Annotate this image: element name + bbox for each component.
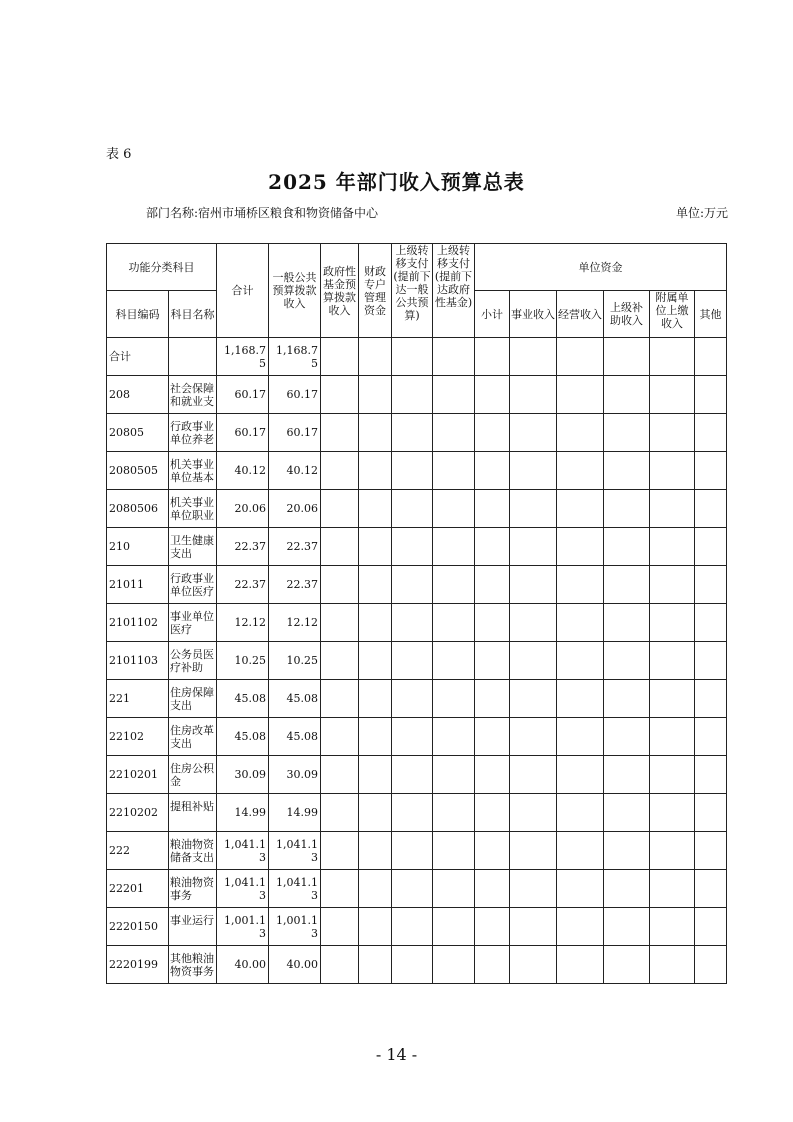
empty-cell	[557, 604, 604, 642]
empty-cell	[475, 528, 510, 566]
empty-cell	[433, 604, 475, 642]
empty-cell	[557, 908, 604, 946]
empty-cell	[433, 870, 475, 908]
header-transfer-fund: 上级转移支付(提前下达政府性基金)	[433, 244, 475, 338]
row-total: 22.37	[217, 566, 269, 604]
empty-cell	[359, 338, 392, 376]
row-code: 2101103	[107, 642, 169, 680]
empty-cell	[433, 566, 475, 604]
empty-cell	[359, 604, 392, 642]
row-code: 2210201	[107, 756, 169, 794]
empty-cell	[695, 528, 727, 566]
empty-cell	[650, 490, 695, 528]
empty-cell	[604, 946, 650, 984]
empty-cell	[475, 946, 510, 984]
table-row	[107, 680, 727, 718]
row-total: 1,001.13	[217, 908, 269, 946]
row-total: 1,041.13	[217, 870, 269, 908]
table-row	[107, 832, 727, 870]
empty-cell	[321, 870, 359, 908]
row-general: 45.08	[269, 680, 321, 718]
empty-cell	[475, 604, 510, 642]
row-total: 10.25	[217, 642, 269, 680]
empty-cell	[650, 376, 695, 414]
empty-cell	[392, 490, 433, 528]
empty-cell	[650, 604, 695, 642]
empty-cell	[695, 946, 727, 984]
header-general: 一般公共预算拨款收入	[269, 244, 321, 338]
table-row	[107, 566, 727, 604]
empty-cell	[392, 376, 433, 414]
row-name: 住房保障支出	[169, 680, 217, 718]
empty-cell	[695, 680, 727, 718]
header-name: 科目名称	[169, 291, 217, 338]
empty-cell	[650, 832, 695, 870]
empty-cell	[604, 642, 650, 680]
budget-table	[106, 243, 727, 984]
row-total: 60.17	[217, 414, 269, 452]
empty-cell	[604, 566, 650, 604]
empty-cell	[433, 718, 475, 756]
empty-cell	[650, 642, 695, 680]
empty-cell	[321, 566, 359, 604]
empty-cell	[510, 756, 557, 794]
row-code: 22201	[107, 870, 169, 908]
empty-cell	[321, 756, 359, 794]
table-row	[107, 338, 727, 376]
table-row	[107, 376, 727, 414]
empty-cell	[392, 566, 433, 604]
empty-cell	[557, 832, 604, 870]
empty-cell	[650, 528, 695, 566]
empty-cell	[359, 414, 392, 452]
empty-cell	[359, 490, 392, 528]
empty-cell	[604, 338, 650, 376]
empty-cell	[557, 680, 604, 718]
empty-cell	[650, 908, 695, 946]
row-name: 社会保障和就业支	[169, 376, 217, 414]
empty-cell	[510, 604, 557, 642]
empty-cell	[557, 794, 604, 832]
row-general: 1,041.13	[269, 870, 321, 908]
empty-cell	[433, 414, 475, 452]
table-row	[107, 946, 727, 984]
empty-cell	[510, 566, 557, 604]
header-func-group: 功能分类科目	[107, 244, 217, 291]
empty-cell	[604, 832, 650, 870]
row-total: 60.17	[217, 376, 269, 414]
row-total: 30.09	[217, 756, 269, 794]
empty-cell	[321, 604, 359, 642]
row-code: 2101102	[107, 604, 169, 642]
empty-cell	[604, 452, 650, 490]
row-code: 20805	[107, 414, 169, 452]
empty-cell	[321, 528, 359, 566]
empty-cell	[557, 414, 604, 452]
header-other: 其他	[695, 291, 727, 338]
row-code: 2080505	[107, 452, 169, 490]
row-total: 1,041.13	[217, 832, 269, 870]
empty-cell	[650, 338, 695, 376]
row-total: 40.00	[217, 946, 269, 984]
empty-cell	[433, 452, 475, 490]
row-general: 40.12	[269, 452, 321, 490]
row-name: 粮油物资储备支出	[169, 832, 217, 870]
empty-cell	[650, 414, 695, 452]
empty-cell	[695, 604, 727, 642]
empty-cell	[510, 680, 557, 718]
row-name: 住房改革支出	[169, 718, 217, 756]
row-general: 60.17	[269, 414, 321, 452]
empty-cell	[433, 642, 475, 680]
empty-cell	[359, 794, 392, 832]
empty-cell	[392, 794, 433, 832]
table-row	[107, 870, 727, 908]
table-label: 表 6	[106, 147, 132, 162]
empty-cell	[321, 908, 359, 946]
row-code: 21011	[107, 566, 169, 604]
header-transfer-general: 上级转移支付(提前下达一般公共预算)	[392, 244, 433, 338]
empty-cell	[359, 756, 392, 794]
empty-cell	[359, 870, 392, 908]
header-operating: 经营收入	[557, 291, 604, 338]
empty-cell	[321, 832, 359, 870]
row-general: 10.25	[269, 642, 321, 680]
empty-cell	[392, 642, 433, 680]
row-general: 40.00	[269, 946, 321, 984]
empty-cell	[321, 794, 359, 832]
row-name: 提租补贴	[169, 794, 217, 832]
row-general: 20.06	[269, 490, 321, 528]
empty-cell	[475, 338, 510, 376]
empty-cell	[475, 642, 510, 680]
row-name: 粮油物资事务	[169, 870, 217, 908]
table-row	[107, 452, 727, 490]
empty-cell	[392, 528, 433, 566]
empty-cell	[321, 946, 359, 984]
empty-cell	[557, 566, 604, 604]
row-total: 1,168.75	[217, 338, 269, 376]
empty-cell	[475, 566, 510, 604]
empty-cell	[475, 794, 510, 832]
row-name: 其他粮油物资事务	[169, 946, 217, 984]
empty-cell	[604, 680, 650, 718]
row-total: 20.06	[217, 490, 269, 528]
empty-cell	[321, 414, 359, 452]
empty-cell	[557, 642, 604, 680]
empty-cell	[321, 642, 359, 680]
empty-cell	[557, 870, 604, 908]
empty-cell	[510, 528, 557, 566]
empty-cell	[433, 490, 475, 528]
empty-cell	[392, 908, 433, 946]
empty-cell	[650, 566, 695, 604]
empty-cell	[321, 718, 359, 756]
empty-cell	[650, 946, 695, 984]
empty-cell	[359, 528, 392, 566]
table-row	[107, 794, 727, 832]
empty-cell	[695, 870, 727, 908]
empty-cell	[392, 680, 433, 718]
empty-cell	[557, 452, 604, 490]
row-code: 2220150	[107, 908, 169, 946]
empty-cell	[392, 604, 433, 642]
header-unit-funds: 单位资金	[475, 244, 727, 291]
empty-cell	[695, 452, 727, 490]
unit-label: 单位:万元	[676, 206, 729, 220]
page-number: - 14 -	[375, 1045, 418, 1064]
empty-cell	[359, 680, 392, 718]
empty-cell	[510, 338, 557, 376]
empty-cell	[433, 528, 475, 566]
empty-cell	[510, 908, 557, 946]
empty-cell	[392, 338, 433, 376]
row-name	[169, 338, 217, 376]
empty-cell	[359, 376, 392, 414]
empty-cell	[650, 452, 695, 490]
empty-cell	[475, 718, 510, 756]
empty-cell	[510, 452, 557, 490]
empty-cell	[321, 338, 359, 376]
empty-cell	[359, 908, 392, 946]
empty-cell	[475, 832, 510, 870]
row-code: 210	[107, 528, 169, 566]
table-row	[107, 718, 727, 756]
empty-cell	[392, 832, 433, 870]
empty-cell	[604, 756, 650, 794]
empty-cell	[359, 452, 392, 490]
empty-cell	[392, 414, 433, 452]
row-code: 2210202	[107, 794, 169, 832]
empty-cell	[359, 718, 392, 756]
empty-cell	[433, 946, 475, 984]
empty-cell	[695, 794, 727, 832]
row-general: 22.37	[269, 528, 321, 566]
table-row	[107, 604, 727, 642]
empty-cell	[475, 870, 510, 908]
empty-cell	[604, 718, 650, 756]
empty-cell	[695, 832, 727, 870]
row-total: 45.08	[217, 718, 269, 756]
empty-cell	[392, 452, 433, 490]
row-name: 机关事业单位基本	[169, 452, 217, 490]
table-row	[107, 756, 727, 794]
empty-cell	[557, 528, 604, 566]
empty-cell	[321, 680, 359, 718]
empty-cell	[510, 718, 557, 756]
empty-cell	[433, 680, 475, 718]
row-general: 1,041.13	[269, 832, 321, 870]
row-total: 40.12	[217, 452, 269, 490]
row-code: 合计	[107, 338, 169, 376]
empty-cell	[321, 490, 359, 528]
empty-cell	[695, 376, 727, 414]
page-title: 2025 年部门收入预算总表	[268, 170, 525, 194]
row-total: 14.99	[217, 794, 269, 832]
empty-cell	[433, 832, 475, 870]
empty-cell	[392, 756, 433, 794]
empty-cell	[321, 452, 359, 490]
empty-cell	[557, 718, 604, 756]
header-special: 财政专户管理资金	[359, 244, 392, 338]
empty-cell	[475, 376, 510, 414]
row-general: 14.99	[269, 794, 321, 832]
row-general: 1,168.75	[269, 338, 321, 376]
empty-cell	[433, 908, 475, 946]
header-affiliated: 附属单位上缴收入	[650, 291, 695, 338]
empty-cell	[695, 756, 727, 794]
row-code: 222	[107, 832, 169, 870]
row-code: 22102	[107, 718, 169, 756]
row-total: 12.12	[217, 604, 269, 642]
row-name: 住房公积金	[169, 756, 217, 794]
empty-cell	[557, 338, 604, 376]
empty-cell	[650, 680, 695, 718]
header-business: 事业收入	[510, 291, 557, 338]
row-total: 45.08	[217, 680, 269, 718]
empty-cell	[475, 452, 510, 490]
empty-cell	[510, 642, 557, 680]
row-name: 事业单位医疗	[169, 604, 217, 642]
row-general: 22.37	[269, 566, 321, 604]
header-row-1	[107, 244, 727, 291]
empty-cell	[475, 490, 510, 528]
empty-cell	[695, 566, 727, 604]
empty-cell	[359, 566, 392, 604]
empty-cell	[392, 718, 433, 756]
row-code: 2080506	[107, 490, 169, 528]
empty-cell	[475, 680, 510, 718]
empty-cell	[604, 604, 650, 642]
empty-cell	[650, 870, 695, 908]
empty-cell	[557, 946, 604, 984]
empty-cell	[433, 338, 475, 376]
table-row	[107, 528, 727, 566]
header-total: 合计	[217, 244, 269, 338]
table-row	[107, 642, 727, 680]
empty-cell	[510, 490, 557, 528]
row-name: 行政事业单位养老	[169, 414, 217, 452]
empty-cell	[557, 376, 604, 414]
empty-cell	[475, 756, 510, 794]
empty-cell	[510, 376, 557, 414]
empty-cell	[695, 718, 727, 756]
table-row	[107, 414, 727, 452]
empty-cell	[359, 832, 392, 870]
table-row	[107, 490, 727, 528]
empty-cell	[321, 376, 359, 414]
row-name: 行政事业单位医疗	[169, 566, 217, 604]
empty-cell	[392, 946, 433, 984]
row-general: 60.17	[269, 376, 321, 414]
empty-cell	[475, 908, 510, 946]
empty-cell	[359, 642, 392, 680]
row-general: 1,001.13	[269, 908, 321, 946]
row-general: 45.08	[269, 718, 321, 756]
empty-cell	[510, 832, 557, 870]
empty-cell	[604, 376, 650, 414]
row-general: 12.12	[269, 604, 321, 642]
empty-cell	[604, 870, 650, 908]
empty-cell	[433, 794, 475, 832]
row-total: 22.37	[217, 528, 269, 566]
row-name: 公务员医疗补助	[169, 642, 217, 680]
row-name: 机关事业单位职业	[169, 490, 217, 528]
table-row	[107, 908, 727, 946]
empty-cell	[475, 414, 510, 452]
empty-cell	[510, 414, 557, 452]
empty-cell	[650, 794, 695, 832]
empty-cell	[604, 528, 650, 566]
empty-cell	[604, 908, 650, 946]
empty-cell	[510, 794, 557, 832]
empty-cell	[510, 870, 557, 908]
empty-cell	[433, 376, 475, 414]
row-code: 221	[107, 680, 169, 718]
empty-cell	[392, 870, 433, 908]
row-code: 208	[107, 376, 169, 414]
empty-cell	[604, 794, 650, 832]
empty-cell	[557, 756, 604, 794]
empty-cell	[695, 338, 727, 376]
row-name: 卫生健康支出	[169, 528, 217, 566]
row-name: 事业运行	[169, 908, 217, 946]
empty-cell	[695, 490, 727, 528]
empty-cell	[604, 414, 650, 452]
header-subsidy: 上级补助收入	[604, 291, 650, 338]
empty-cell	[650, 756, 695, 794]
empty-cell	[557, 490, 604, 528]
department-label: 部门名称:宿州市埇桥区粮食和物资储备中心	[146, 206, 379, 220]
header-fund: 政府性基金预算拨款收入	[321, 244, 359, 338]
empty-cell	[604, 490, 650, 528]
empty-cell	[695, 414, 727, 452]
empty-cell	[650, 718, 695, 756]
header-code: 科目编码	[107, 291, 169, 338]
empty-cell	[695, 642, 727, 680]
empty-cell	[359, 946, 392, 984]
header-subtotal: 小计	[475, 291, 510, 338]
empty-cell	[510, 946, 557, 984]
row-code: 2220199	[107, 946, 169, 984]
row-general: 30.09	[269, 756, 321, 794]
empty-cell	[433, 756, 475, 794]
empty-cell	[695, 908, 727, 946]
